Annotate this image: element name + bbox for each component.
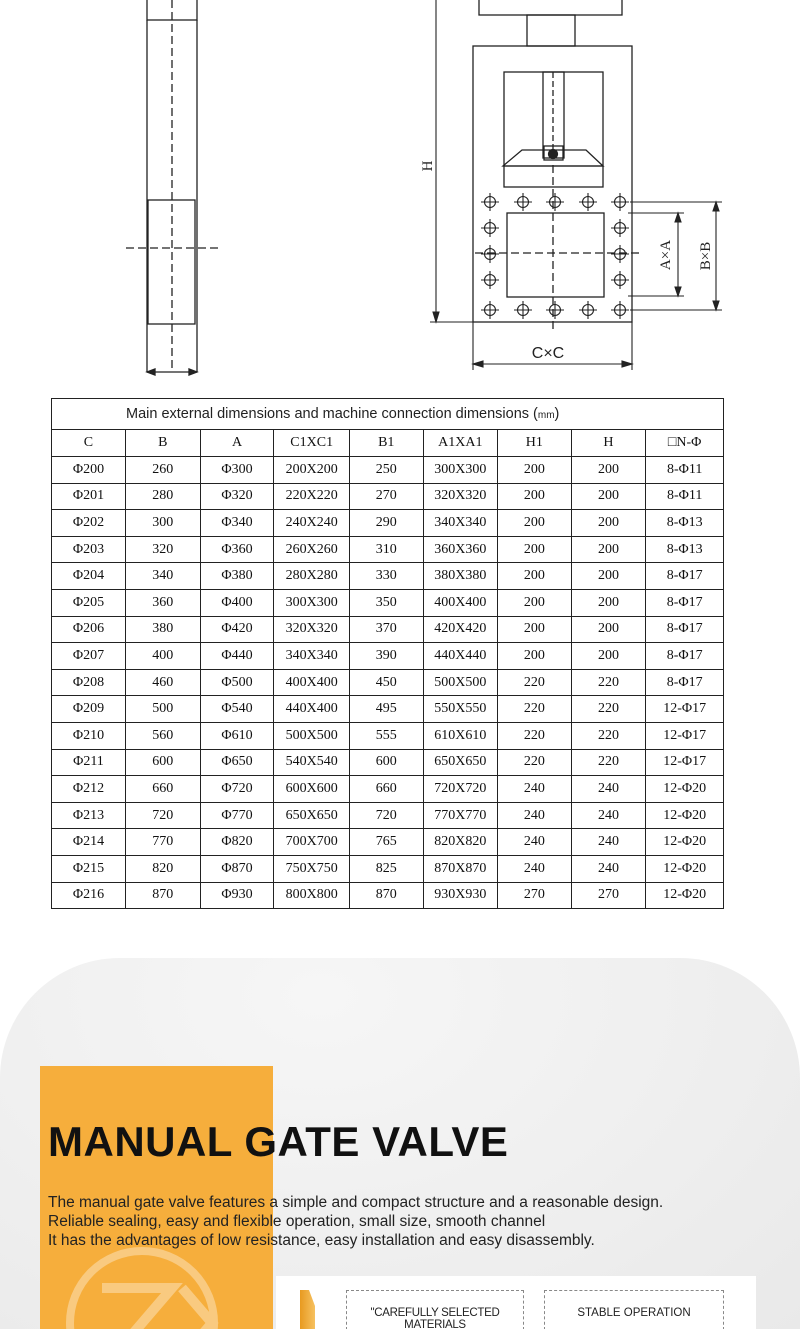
- table-cell: 360X360: [423, 536, 497, 563]
- table-cell: 250: [349, 457, 423, 484]
- table-cell: 8-Φ17: [646, 616, 724, 643]
- table-cell: Φ650: [200, 749, 274, 776]
- table-cell: Φ820: [200, 829, 274, 856]
- table-cell: Φ720: [200, 776, 274, 803]
- table-row: [52, 696, 724, 723]
- dim-h-label: H: [420, 160, 436, 172]
- table-cell: 720: [349, 802, 423, 829]
- table-cell: Φ206: [52, 616, 126, 643]
- table-cell: 440X400: [274, 696, 349, 723]
- table-cell: Φ212: [52, 776, 126, 803]
- table-cell: 12-Φ20: [646, 776, 724, 803]
- table-cell: 660: [349, 776, 423, 803]
- table-cell: 770: [125, 829, 200, 856]
- table-cell: 610X610: [423, 722, 497, 749]
- table-row: [52, 483, 724, 510]
- table-cell: 550X550: [423, 696, 497, 723]
- table-cell: Φ500: [200, 669, 274, 696]
- table-cell: 200: [498, 483, 572, 510]
- table-header-cell: A: [200, 430, 274, 457]
- table-cell: 555: [349, 722, 423, 749]
- table-cell: 200: [571, 457, 646, 484]
- table-cell: 870X870: [423, 855, 497, 882]
- table-header-row: [52, 430, 724, 457]
- table-cell: Φ400: [200, 589, 274, 616]
- description-line: Reliable sealing, easy and flexible operation, small size, smooth channel: [48, 1213, 546, 1230]
- table-cell: 260: [125, 457, 200, 484]
- bolt-hole-crosshair: [611, 271, 629, 289]
- table-cell: 280: [125, 483, 200, 510]
- bolt-hole-crosshair: [514, 193, 532, 211]
- table-cell: 440X440: [423, 643, 497, 670]
- panel-accent-shape: [300, 1290, 315, 1329]
- table-cell: 200: [498, 536, 572, 563]
- table-cell: Φ214: [52, 829, 126, 856]
- table-row: [52, 855, 724, 882]
- table-cell: 240: [498, 855, 572, 882]
- table-cell: 450: [349, 669, 423, 696]
- table-header-cell: A1XA1: [423, 430, 497, 457]
- bolt-holes: [481, 193, 629, 319]
- table-cell: 200X200: [274, 457, 349, 484]
- table-cell: Φ213: [52, 802, 126, 829]
- table-caption-unit: mm: [537, 410, 555, 421]
- table-row: [52, 616, 724, 643]
- table-cell: 500: [125, 696, 200, 723]
- table-caption-close: ): [554, 406, 560, 422]
- table-cell: 765: [349, 829, 423, 856]
- table-row: [52, 589, 724, 616]
- table-cell: 12-Φ20: [646, 802, 724, 829]
- table-cell: 500X500: [274, 722, 349, 749]
- table-row: [52, 457, 724, 484]
- table-cell: Φ540: [200, 696, 274, 723]
- table-cell: 300: [125, 510, 200, 537]
- table-cell: 200: [498, 510, 572, 537]
- table-cell: 270: [571, 882, 646, 909]
- table-cell: 12-Φ17: [646, 696, 724, 723]
- table-row: [52, 536, 724, 563]
- table-cell: 220X220: [274, 483, 349, 510]
- table-cell: 220: [571, 749, 646, 776]
- table-cell: 320X320: [274, 616, 349, 643]
- table-cell: 825: [349, 855, 423, 882]
- table-cell: 8-Φ13: [646, 510, 724, 537]
- bolt-hole-crosshair: [611, 193, 629, 211]
- table-cell: 240: [571, 776, 646, 803]
- table-cell: 220: [498, 669, 572, 696]
- bolt-hole-crosshair: [481, 271, 499, 289]
- table-cell: 770X770: [423, 802, 497, 829]
- table-cell: Φ204: [52, 563, 126, 590]
- feature-panel: [276, 1276, 756, 1329]
- table-cell: 200: [571, 589, 646, 616]
- table-row: [52, 669, 724, 696]
- description-line: The manual gate valve features a simple and compact structure and a reasonable design.: [48, 1194, 664, 1211]
- table-cell: 12-Φ20: [646, 855, 724, 882]
- table-cell: 540X540: [274, 749, 349, 776]
- table-cell: 400: [125, 643, 200, 670]
- table-cell: 200: [498, 643, 572, 670]
- table-cell: 380: [125, 616, 200, 643]
- product-description: [48, 1193, 768, 1250]
- table-cell: 340X340: [274, 643, 349, 670]
- table-cell: 720X720: [423, 776, 497, 803]
- table-cell: 12-Φ20: [646, 882, 724, 909]
- dim-cxc-label: C×C: [531, 345, 565, 362]
- table-cell: 800X800: [274, 882, 349, 909]
- bolt-hole-crosshair: [611, 245, 629, 263]
- table-cell: Φ207: [52, 643, 126, 670]
- table-cell: 240: [571, 802, 646, 829]
- table-cell: 8-Φ11: [646, 457, 724, 484]
- bolt-hole-crosshair: [546, 193, 564, 211]
- table-cell: Φ300: [200, 457, 274, 484]
- table-cell: 200: [571, 563, 646, 590]
- table-cell: 340: [125, 563, 200, 590]
- table-row: [52, 643, 724, 670]
- table-cell: 220: [571, 669, 646, 696]
- bolt-hole-crosshair: [481, 301, 499, 319]
- table-cell: 360: [125, 589, 200, 616]
- table-cell: 400X400: [423, 589, 497, 616]
- dimension-lines: [430, 0, 722, 370]
- table-row: [52, 563, 724, 590]
- table-cell: 700X700: [274, 829, 349, 856]
- table-row: [52, 510, 724, 537]
- table-caption-text: Main external dimensions and machine connection dimensions (: [126, 406, 538, 422]
- table-cell: 750X750: [274, 855, 349, 882]
- table-cell: 8-Φ17: [646, 589, 724, 616]
- table-cell: 200: [571, 510, 646, 537]
- table-header-cell: B1: [349, 430, 423, 457]
- table-cell: 320: [125, 536, 200, 563]
- table-cell: 8-Φ17: [646, 563, 724, 590]
- promo-section: [0, 958, 800, 1329]
- table-row: [52, 882, 724, 909]
- table-cell: 220: [498, 722, 572, 749]
- table-cell: 240: [498, 802, 572, 829]
- table-header-cell: B: [125, 430, 200, 457]
- table-cell: 200: [498, 457, 572, 484]
- table-cell: Φ203: [52, 536, 126, 563]
- table-cell: 870: [349, 882, 423, 909]
- table-cell: 340X340: [423, 510, 497, 537]
- table-cell: 330: [349, 563, 423, 590]
- table-cell: 420X420: [423, 616, 497, 643]
- table-cell: Φ930: [200, 882, 274, 909]
- feature-box-stable-operation: STABLE OPERATION: [544, 1290, 724, 1329]
- description-line: It has the advantages of low resistance, easy installation and easy disassembly.: [48, 1232, 595, 1249]
- table-cell: Φ610: [200, 722, 274, 749]
- table-cell: Φ200: [52, 457, 126, 484]
- technical-drawing: [0, 0, 800, 395]
- product-title: MANUAL GATE VALVE: [48, 1118, 509, 1165]
- table-cell: 220: [571, 696, 646, 723]
- table-cell: 660: [125, 776, 200, 803]
- table-cell: Φ360: [200, 536, 274, 563]
- table-cell: 460: [125, 669, 200, 696]
- table-cell: Φ216: [52, 882, 126, 909]
- table-cell: Φ380: [200, 563, 274, 590]
- table-cell: 240: [571, 829, 646, 856]
- table-row: [52, 722, 724, 749]
- table-cell: Φ201: [52, 483, 126, 510]
- table-header-cell: H: [571, 430, 646, 457]
- table-cell: 200: [498, 616, 572, 643]
- table-cell: 930X930: [423, 882, 497, 909]
- table-header-cell: □N-Φ: [646, 430, 724, 457]
- table-row: [52, 802, 724, 829]
- table-cell: Φ770: [200, 802, 274, 829]
- table-cell: 200: [571, 643, 646, 670]
- table-cell: 200: [571, 536, 646, 563]
- table-cell: 240X240: [274, 510, 349, 537]
- table-body: [52, 457, 724, 909]
- table-cell: Φ202: [52, 510, 126, 537]
- table-cell: 560: [125, 722, 200, 749]
- table-cell: 220: [498, 696, 572, 723]
- table-cell: 320X320: [423, 483, 497, 510]
- table-cell: 200: [571, 483, 646, 510]
- table-cell: 200: [571, 616, 646, 643]
- table-cell: Φ205: [52, 589, 126, 616]
- table-cell: 495: [349, 696, 423, 723]
- table-cell: 240: [498, 829, 572, 856]
- dim-axa-label: A×A: [658, 239, 674, 271]
- table-cell: 390: [349, 643, 423, 670]
- table-cell: 270: [498, 882, 572, 909]
- bolt-hole-crosshair: [481, 193, 499, 211]
- table-cell: Φ440: [200, 643, 274, 670]
- table-cell: 200: [498, 589, 572, 616]
- table-row: [52, 776, 724, 803]
- table-cell: 270: [349, 483, 423, 510]
- table-cell: Φ211: [52, 749, 126, 776]
- table-cell: 600X600: [274, 776, 349, 803]
- bolt-hole-crosshair: [611, 219, 629, 237]
- table-cell: 500X500: [423, 669, 497, 696]
- table-cell: Φ215: [52, 855, 126, 882]
- bolt-hole-crosshair: [579, 301, 597, 319]
- feature-box-materials: "CAREFULLY SELECTED MATERIALS: [346, 1290, 524, 1329]
- table-cell: Φ420: [200, 616, 274, 643]
- table-cell: 720: [125, 802, 200, 829]
- table-cell: 12-Φ17: [646, 749, 724, 776]
- bolt-hole-crosshair: [546, 301, 564, 319]
- table-cell: Φ340: [200, 510, 274, 537]
- bolt-hole-crosshair: [514, 301, 532, 319]
- table-caption: [52, 399, 724, 430]
- dim-bxb-label: B×B: [698, 241, 714, 271]
- table-cell: 380X380: [423, 563, 497, 590]
- table-cell: 280X280: [274, 563, 349, 590]
- table-cell: 300X300: [274, 589, 349, 616]
- table-cell: 370: [349, 616, 423, 643]
- table-cell: 350: [349, 589, 423, 616]
- table-header-cell: C: [52, 430, 126, 457]
- table-cell: 8-Φ13: [646, 536, 724, 563]
- table-header-cell: C1XC1: [274, 430, 349, 457]
- bolt-hole-crosshair: [611, 301, 629, 319]
- table-row: [52, 829, 724, 856]
- table-cell: 200: [498, 563, 572, 590]
- table-cell: 8-Φ11: [646, 483, 724, 510]
- table-cell: 220: [498, 749, 572, 776]
- table-cell: 8-Φ17: [646, 643, 724, 670]
- table-cell: 290: [349, 510, 423, 537]
- bolt-hole-crosshair: [579, 193, 597, 211]
- table-cell: 300X300: [423, 457, 497, 484]
- table-cell: 600: [349, 749, 423, 776]
- bolt-hole-crosshair: [481, 219, 499, 237]
- table-header-cell: H1: [498, 430, 572, 457]
- table-cell: 310: [349, 536, 423, 563]
- table-cell: 220: [571, 722, 646, 749]
- table-cell: 400X400: [274, 669, 349, 696]
- side-view: [126, 0, 220, 375]
- table-cell: 8-Φ17: [646, 669, 724, 696]
- table-cell: 12-Φ20: [646, 829, 724, 856]
- dimension-table: [51, 398, 724, 909]
- table-cell: 650X650: [274, 802, 349, 829]
- table-cell: Φ209: [52, 696, 126, 723]
- table-cell: 820: [125, 855, 200, 882]
- table-cell: 260X260: [274, 536, 349, 563]
- table-cell: 650X650: [423, 749, 497, 776]
- table-cell: 600: [125, 749, 200, 776]
- table-cell: 870: [125, 882, 200, 909]
- table-cell: Φ320: [200, 483, 274, 510]
- table-cell: Φ208: [52, 669, 126, 696]
- table-cell: 820X820: [423, 829, 497, 856]
- table-cell: 240: [498, 776, 572, 803]
- table-cell: Φ870: [200, 855, 274, 882]
- bolt-hole-crosshair: [481, 245, 499, 263]
- table-cell: 240: [571, 855, 646, 882]
- table-cell: Φ210: [52, 722, 126, 749]
- table-cell: 12-Φ17: [646, 722, 724, 749]
- table-row: [52, 749, 724, 776]
